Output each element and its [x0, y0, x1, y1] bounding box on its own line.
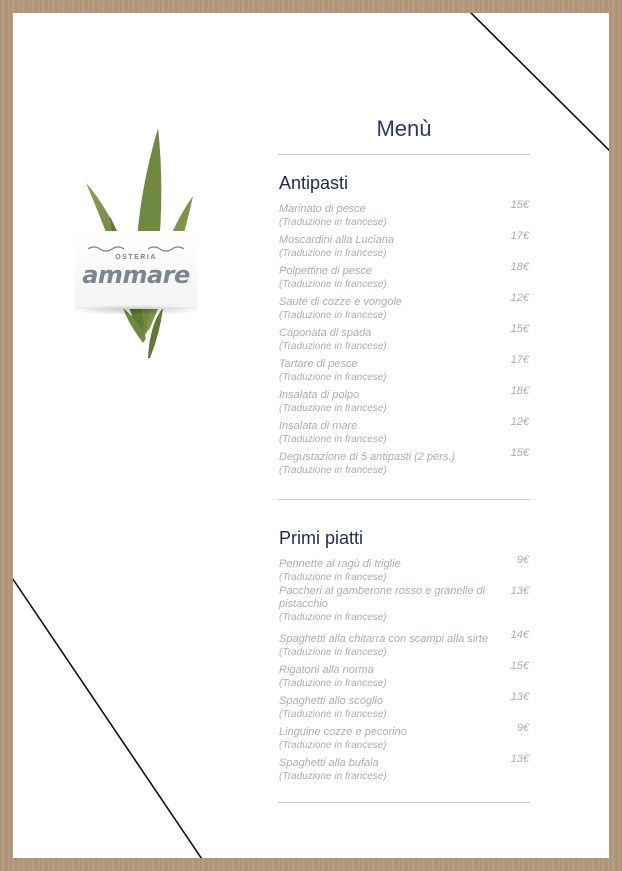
wave-icon	[88, 245, 184, 253]
menu-item: Sauté di cozze e vongole 12€ (Traduzione in francese)	[279, 292, 529, 321]
section-title-antipasti: Antipasti	[279, 173, 349, 193]
menu-item: Polpettine di pesce 18€ (Traduzione in francese)	[279, 261, 529, 290]
menu-item: Caponata di spada 15€ (Traduzione in francese)	[279, 323, 529, 352]
menu-item: Degustazione di 5 antipasti (2 pers.) 15€ (Traduzione in francese)	[279, 447, 529, 476]
section-title-primi: Primi piatti	[279, 528, 364, 548]
logo-subtitle: OSTERIA	[115, 254, 157, 261]
section-divider	[278, 499, 530, 500]
menu-item: Spaghetti allo scoglio 13€ (Traduzione in francese)	[279, 691, 529, 720]
menu-item: Paccheri al gamberone rosso e granelle di pistacchio 13€ (Traduzione in francese)	[279, 585, 529, 623]
title-divider	[278, 154, 530, 155]
menu-page	[13, 13, 609, 858]
menu-item: Rigatoni alla norma 15€ (Traduzione in francese)	[279, 660, 529, 689]
logo-shadow	[68, 305, 203, 315]
menu-item: Insalata di polpo 18€ (Traduzione in francese)	[279, 385, 529, 414]
menu-item: Spaghetti alla bufala 13€ (Traduzione in francese)	[279, 753, 529, 782]
section-divider	[278, 802, 530, 803]
menu-item: Insalata di mare 12€ (Traduzione in francese)	[279, 416, 529, 445]
menu-item: Marinato di pesce 15€ (Traduzione in francese)	[279, 199, 529, 228]
menu-item: Tartare di pesce 17€ (Traduzione in francese)	[279, 354, 529, 383]
menu-item: Pennette al ragù di triglie 9€ (Traduzione in francese)	[279, 554, 529, 583]
menu-item: Spaghetti alla chitarra con scampi alla sirte 14€ (Traduzione in francese)	[279, 629, 529, 658]
logo-name: ammare	[82, 261, 190, 289]
menu-title: Menù	[376, 116, 432, 141]
menu-item: Moscardini alla Luciana 17€ (Traduzione in francese)	[279, 230, 529, 259]
menu-item: Linguine cozze e pecorino 9€ (Traduzione in francese)	[279, 722, 529, 751]
